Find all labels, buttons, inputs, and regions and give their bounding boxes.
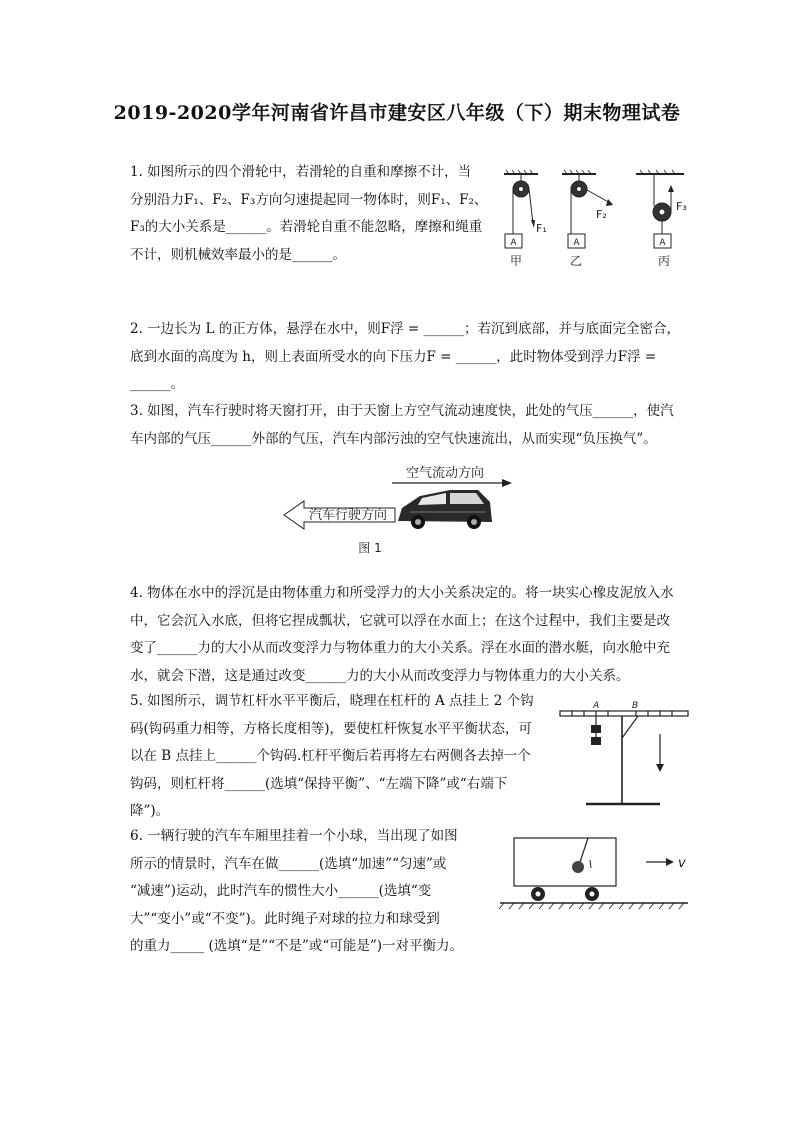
block-label: A <box>510 238 517 248</box>
question-3 <box>130 398 674 453</box>
question-line: 车内部的气压______外部的气压，汽车内部污浊的空气快速流出，从而实现“负压换气”。 <box>130 430 657 447</box>
air-flow-label: 空气流动方向 <box>405 466 485 481</box>
page-title: 2019-2020学年河南省许昌市建安区八年级（下）期末物理试卷 <box>113 102 681 124</box>
question-line: 不计，则机械效率最小的是______。 <box>130 246 346 263</box>
question-line: 3. 如图，汽车行驶时将天窗打开，由于天窗上方空气流动速度快，此处的气压______，使汽 <box>130 403 674 419</box>
question-line: 5. 如图所示，调节杠杆水平平衡后，晓理在杠杆的 A 点挂上 2 个钩 <box>130 693 534 709</box>
car-icon <box>398 490 492 529</box>
question-line: 底到水面的高度为 h，则上表面所受水的向下压力F = ______，此时物体受到浮力F浮 = <box>130 348 657 365</box>
question-line: 的重力_____ (选填“是”“不是”或“可能是”)一对平衡力。 <box>130 938 463 954</box>
pulley-figure <box>496 168 706 272</box>
label-yi: 乙 <box>569 254 583 268</box>
question-2 <box>130 316 680 399</box>
car-figure <box>280 458 512 558</box>
question-line: 所示的情景时，汽车在做______(选填“加速”“匀速”或 <box>130 855 447 872</box>
question-1 <box>130 159 487 269</box>
cart-figure <box>496 832 692 912</box>
question-line: 4. 物体在水中的浮沉是由物体重力和所受浮力的大小关系决定的。将一块实心橡皮泥放入水 <box>130 585 674 601</box>
question-5 <box>130 688 534 826</box>
force-label-f1: F₁ <box>536 222 547 235</box>
figure-caption: 图 1 <box>358 541 382 555</box>
question-line: ______。 <box>130 376 184 392</box>
question-line: 大”“变小”或“不变”)。此时绳子对球的拉力和球受到 <box>130 910 440 927</box>
question-line: 2. 一边长为 L 的正方体，悬浮在水中，则F浮 = ______；若沉到底部，并与底面完全密合， <box>130 321 680 337</box>
block-label: A <box>573 238 580 248</box>
question-line: 钩码，则杠杆将______(选填“保持平衡”、“左端下降”或“右端下 <box>130 775 508 792</box>
block-label: A <box>659 238 666 248</box>
question-line: 分别沿力F₁、F₂、F₃方向匀速提起同一物体时，则F₁、F₂、 <box>130 191 488 208</box>
question-line: “减速”)运动，此时汽车的惯性大小______(选填“变 <box>130 883 432 899</box>
question-4 <box>130 580 674 690</box>
question-line: 中，它会沉入水底，但将它捏成瓢状，它就可以浮在水面上；在这个过程中，我们主要是改 <box>130 612 670 629</box>
force-label-f2: F₂ <box>596 208 607 221</box>
label-bing: 丙 <box>657 254 671 268</box>
question-line: 水，就会下潜，这是通过改变______力的大小从而改变浮力与物体重力的大小关系。 <box>130 667 630 684</box>
question-line: 1. 如图所示的四个滑轮中，若滑轮的自重和摩擦不计，当 <box>130 164 472 180</box>
question-line: 变了______力的大小从而改变浮力与物体重力的大小关系。浮在水面的潜水艇，向水舱中充 <box>130 640 670 656</box>
lever-figure <box>556 698 696 814</box>
velocity-label: v <box>678 856 686 871</box>
driving-direction-label: 汽车行驶方向 <box>308 508 388 523</box>
question-6 <box>130 823 463 961</box>
point-a-label: A <box>593 701 600 711</box>
force-label-f3: F₃ <box>676 200 687 213</box>
question-line: 以在 B 点挂上______个钩码.杠杆平衡后若再将左右两侧各去掉一个 <box>130 748 531 764</box>
label-jia: 甲 <box>509 254 523 268</box>
question-line: 6. 一辆行驶的汽车车厢里挂着一个小球，当出现了如图 <box>130 828 458 844</box>
question-line: 码(钩码重力相等，方格长度相等)，要使杠杆恢复水平平衡状态，可 <box>130 720 533 737</box>
question-line: 降”)。 <box>130 803 170 819</box>
question-line: F₃的大小关系是______。若滑轮自重不能忽略，摩擦和绳重 <box>130 219 483 235</box>
point-b-label: B <box>632 701 639 711</box>
